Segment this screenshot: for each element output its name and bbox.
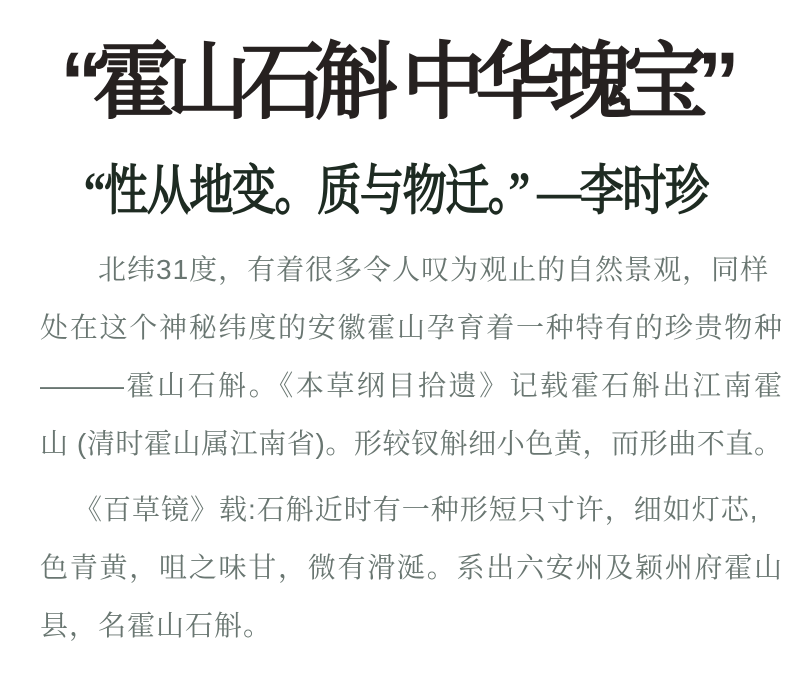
text-line: 色青黄，咀之味甘，微有滑涎。系出六安州及颖州府霍山 (40, 552, 782, 583)
text-line: 《百草镜》载:石斛近时有一种形短只寸许，细如灯芯, (74, 494, 759, 525)
body-text (0, 241, 790, 655)
quote-line (0, 160, 790, 222)
quote-text: “性从地变。质与物迁。” (82, 161, 529, 221)
text-line: 山 (清时霍山属江南省)。形较钗斛细小色黄，而形曲不直。 (40, 428, 782, 459)
page-title: “霍山石斛 中华瑰宝” (60, 35, 730, 129)
quote-attribution: —李时珍 (536, 161, 708, 221)
paragraph-1 (40, 241, 782, 473)
text-line: 北纬31度，有着很多令人叹为观止的自然景观，同样 (98, 254, 770, 285)
text-line: 县，名霍山石斛。 (40, 610, 273, 641)
paragraph-2 (40, 481, 782, 655)
text-line: ———霍山石斛。《本草纲目拾遗》记载霍石斛出江南霍 (40, 370, 782, 401)
quote-scale-wrapper (83, 160, 707, 222)
text-line: 处在这个神秘纬度的安徽霍山孕育着一种特有的珍贵物种 (40, 312, 782, 343)
